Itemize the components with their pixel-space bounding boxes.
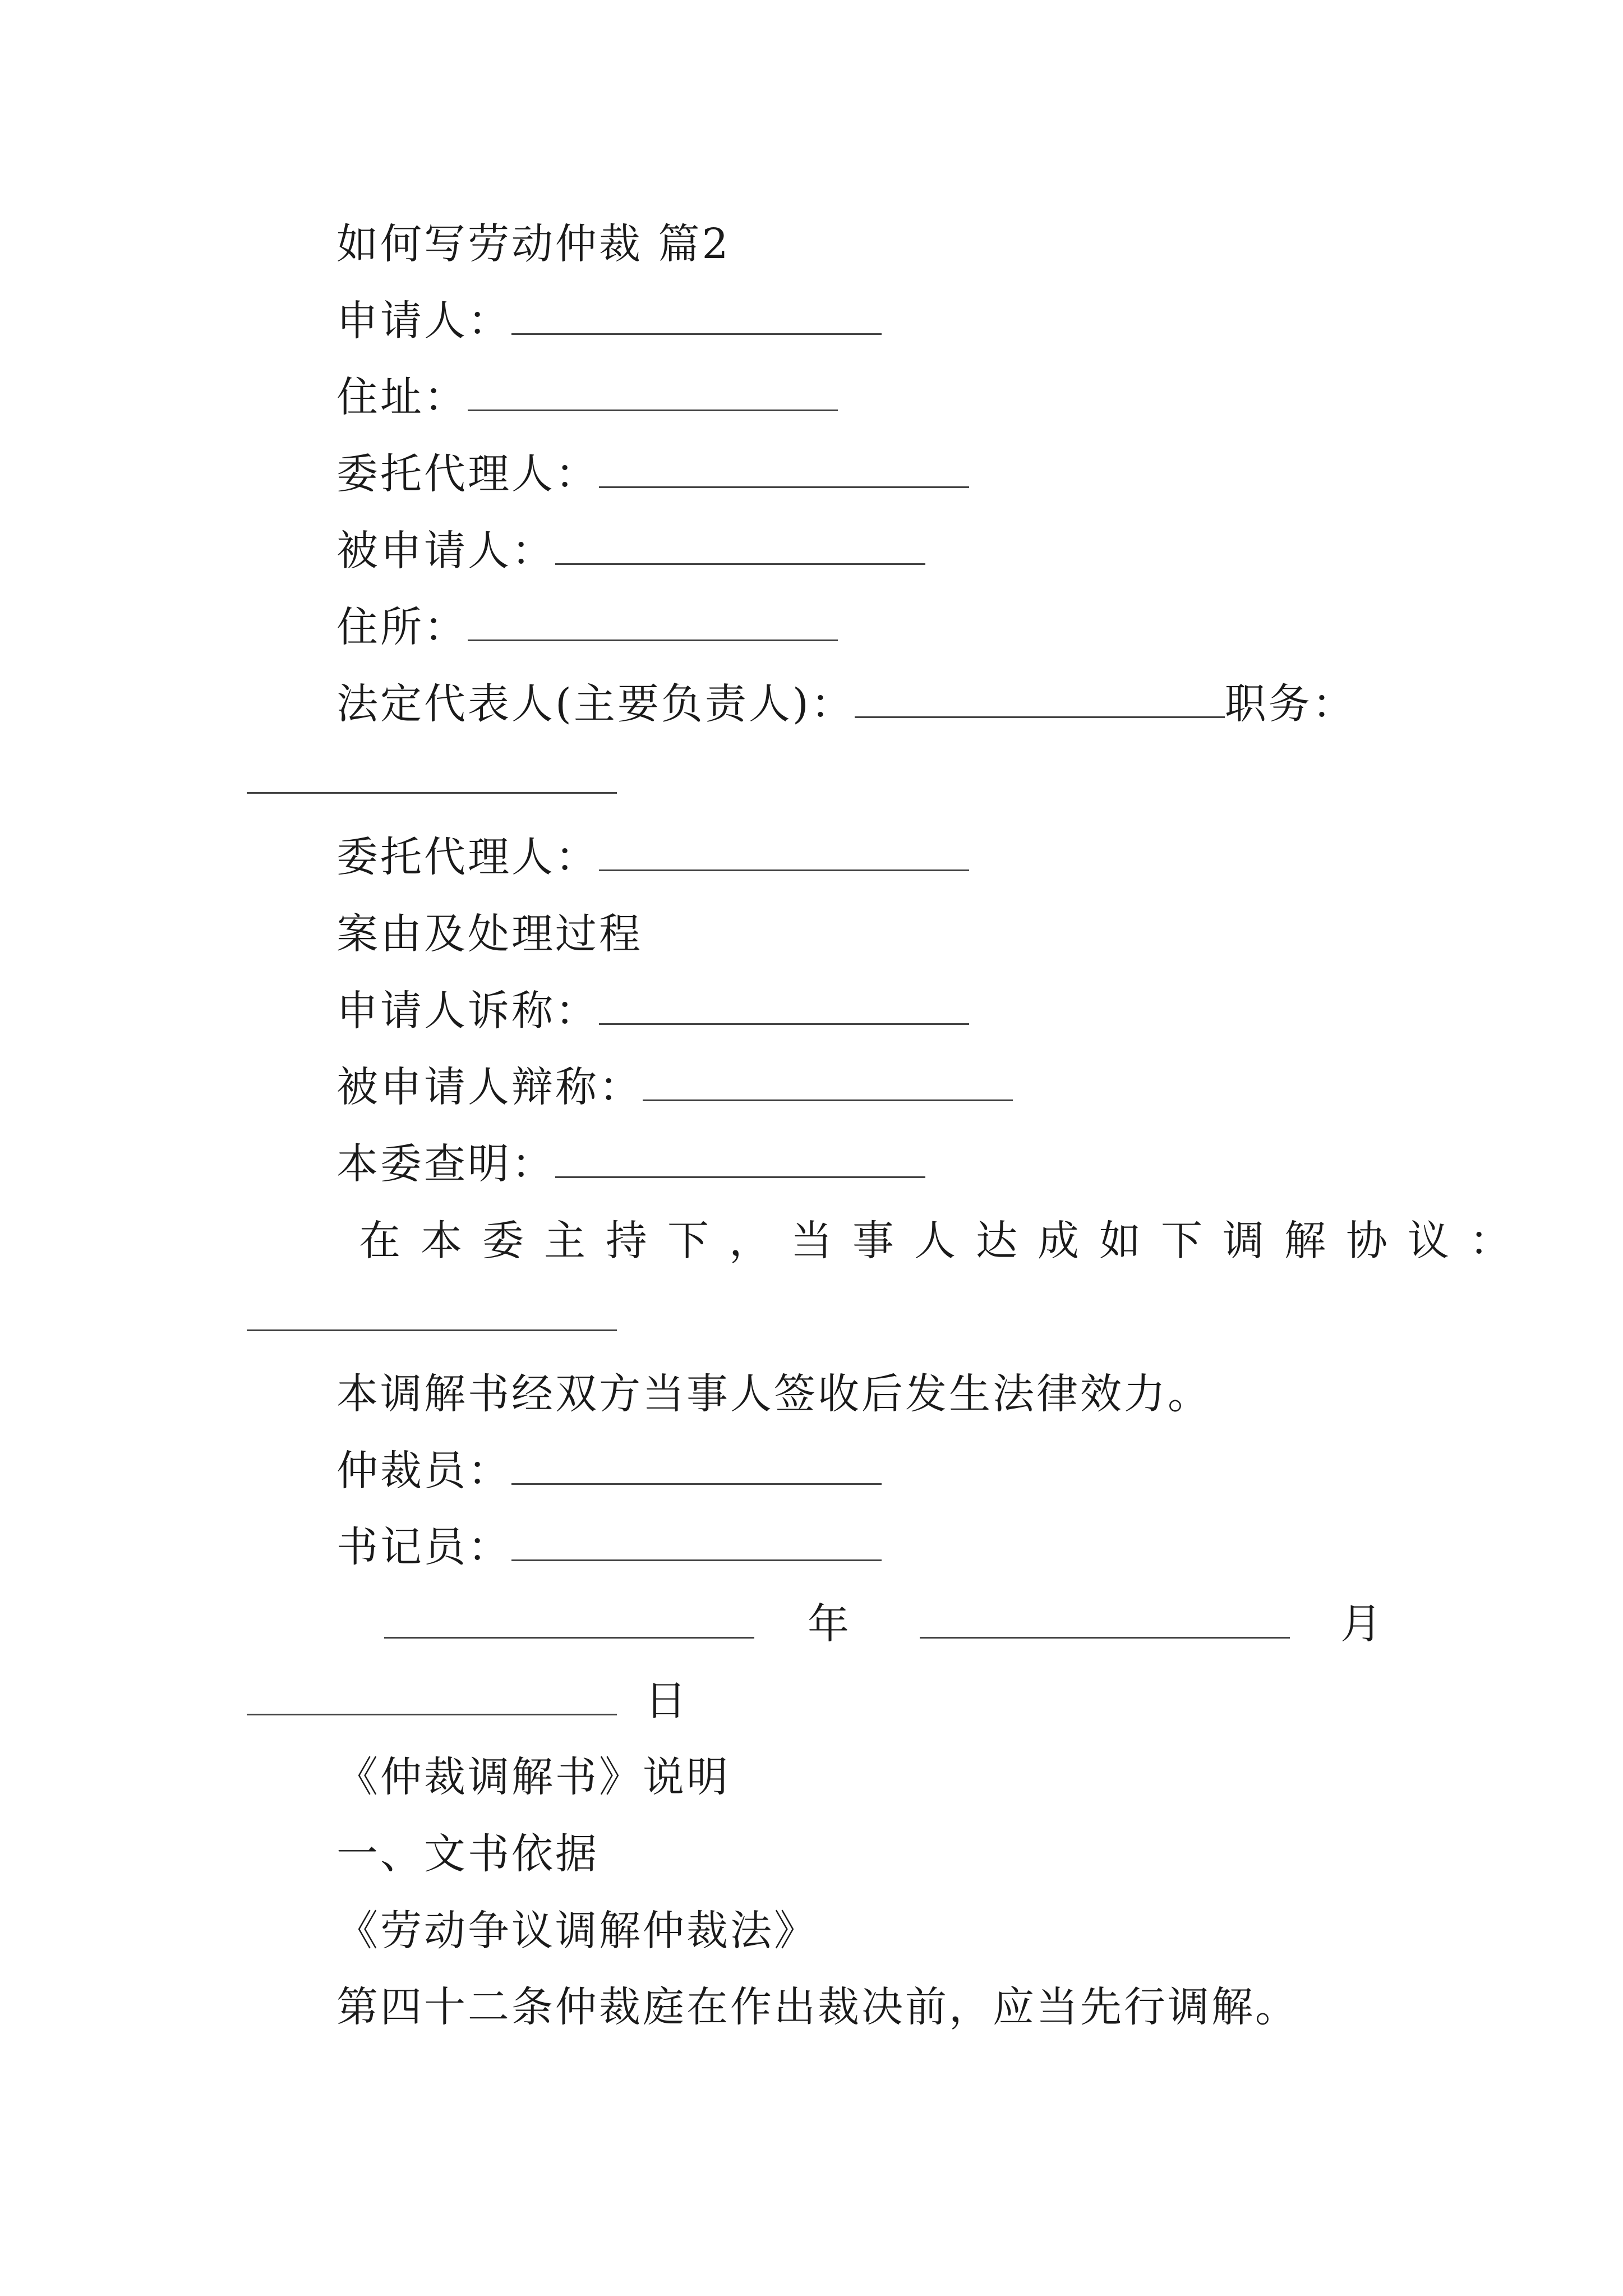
agreement-blank bbox=[247, 1329, 617, 1331]
applicant-claim-blank bbox=[599, 988, 969, 1025]
clerk-blank bbox=[511, 1525, 882, 1561]
findings-label: 本委查明： bbox=[336, 1140, 555, 1188]
agent-blank-2 bbox=[599, 835, 969, 871]
day-label: 日 bbox=[645, 1677, 689, 1725]
year-label: 年 bbox=[808, 1600, 851, 1648]
applicant-row bbox=[336, 293, 882, 349]
agent-label-2: 委托代理人： bbox=[336, 833, 599, 881]
respondent-defense-row bbox=[336, 1059, 1013, 1115]
respondent-row bbox=[336, 523, 925, 579]
position-blank bbox=[247, 792, 617, 794]
applicant-label: 申请人： bbox=[336, 297, 511, 345]
agent-label-1: 委托代理人： bbox=[336, 450, 599, 498]
legal-rep-label: 法定代表人(主要负责人)： bbox=[336, 680, 855, 728]
clerk-row bbox=[336, 1519, 882, 1575]
article-42: 第四十二条仲裁庭在作出裁决前，应当先行调解。 bbox=[336, 1983, 1299, 2031]
agent-blank-1 bbox=[599, 452, 969, 488]
address-blank bbox=[468, 375, 838, 411]
legal-rep-row bbox=[336, 676, 1356, 732]
applicant-blank bbox=[511, 298, 882, 335]
applicant-claim-row bbox=[336, 983, 969, 1039]
address-row bbox=[336, 369, 838, 425]
respondent-label: 被申请人： bbox=[336, 527, 555, 575]
month-blank bbox=[920, 1637, 1290, 1639]
agreement-intro: 在本委主持下，当事人达成如下调解协议： bbox=[359, 1217, 1531, 1265]
arbitrator-blank bbox=[511, 1448, 882, 1485]
address-label: 住址： bbox=[336, 373, 468, 421]
legal-rep-blank bbox=[855, 682, 1225, 718]
respondent-defense-blank bbox=[643, 1065, 1013, 1101]
effect-statement: 本调解书经双方当事人签收后发生法律效力。 bbox=[336, 1370, 1211, 1418]
findings-blank bbox=[555, 1142, 925, 1178]
agent-row-2 bbox=[336, 829, 969, 885]
findings-row bbox=[336, 1136, 925, 1192]
arbitrator-label: 仲裁员： bbox=[336, 1447, 511, 1495]
position-label: 职务： bbox=[1224, 680, 1356, 728]
residence-blank bbox=[468, 605, 838, 641]
respondent-defense-label: 被申请人辩称： bbox=[336, 1063, 643, 1111]
year-blank bbox=[384, 1637, 754, 1639]
month-label: 月 bbox=[1340, 1600, 1384, 1648]
agent-row-1 bbox=[336, 446, 969, 502]
respondent-blank bbox=[555, 528, 925, 565]
document-title: 如何写劳动仲裁 篇2 bbox=[336, 220, 731, 268]
law-name: 《劳动争议调解仲裁法》 bbox=[336, 1907, 818, 1955]
day-blank bbox=[247, 1714, 617, 1715]
case-heading: 案由及处理过程 bbox=[336, 910, 643, 958]
applicant-claim-label: 申请人诉称： bbox=[336, 987, 599, 1035]
residence-label: 住所： bbox=[336, 603, 468, 651]
section-heading-1: 一、文书依据 bbox=[336, 1830, 599, 1878]
notes-title: 《仲裁调解书》说明 bbox=[336, 1753, 730, 1801]
arbitrator-row bbox=[336, 1443, 882, 1499]
clerk-label: 书记员： bbox=[336, 1523, 511, 1571]
residence-row bbox=[336, 599, 838, 655]
